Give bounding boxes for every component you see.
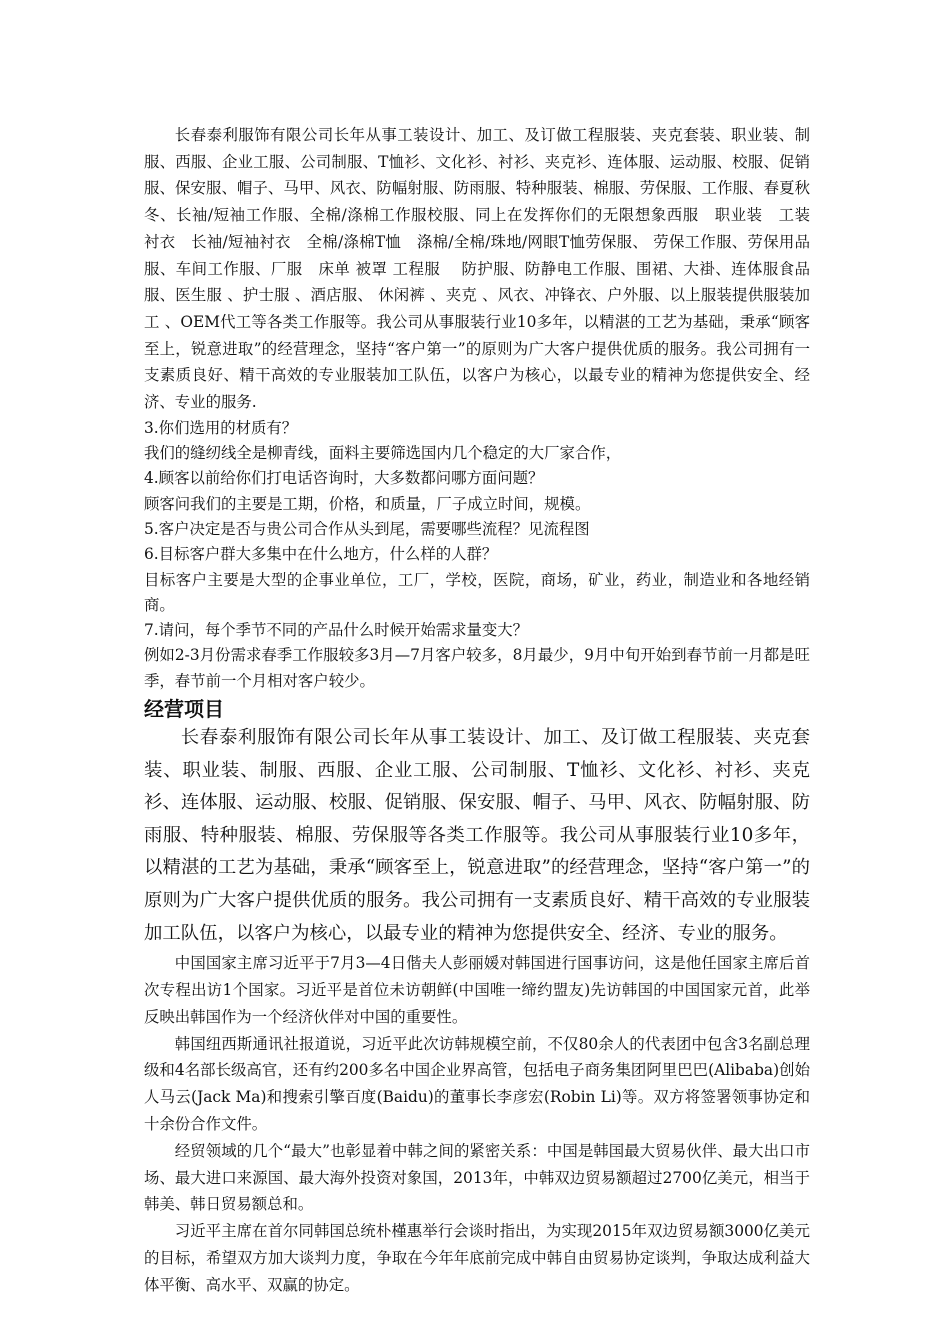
intro-paragraph: 长春泰利服饰有限公司长年从事工装设计、加工、及订做工程服装、夹克套装、职业装、制服、西服、企业工服、公司制服、T恤衫、文化衫、衬衫、夹克衫、连体服、运动服、校服、促销服、保安服、帽子、马甲、风衣、防幅射服、防雨服、特种服装、棉服、劳保服、工作服、春夏秋冬、长袖/短袖工作服、全棉/涤棉工作服校服、同上在发挥你们的无限想象西服 职业装 工装 衬衣 长袖/短袖衬衣 全棉/涤棉T恤 涤棉/全棉/珠地/网眼T恤劳保服、 劳保工作服、劳保用品服、车间工作服、厂服 床单 被罩 工程服 防护服、防静电工作服、围裙、大褂、连体服食品服、医生服 、护士服 、酒店服、 休闲裤 、夹克 、风衣、冲锋衣、户外服、以上服装提供服装加工 、OEM代工等各类工作服等。我公司从事服装行业10多年，以精湛的工艺为基础，秉承“顾客至上，锐意进取”的经营理念，坚持“客户第一”的原则为广大客户提供优质的服务。我公司拥有一支素质良好、精干高效的专业服装加工队伍，以客户为核心，以最专业的精神为您提供安全、经济、专业的服务.: [144, 126, 831, 412]
question-5: 5.客户决定是否与贵公司合作从头到尾，需要哪些流程？见流程图: [144, 519, 590, 538]
news-paragraph-2: 韩国纽西斯通讯社报道说，习近平此次访韩规模空前，不仅80余人的代表团中包含3名副总理级和4名部长级高官，还有约200多名中国企业界高管，包括电子商务集团阿里巴巴(Alibaba)创始人马云(Jack Ma)和搜索引擎百度(Baidu)的董事长李彦宏(Robin Li)等。双方将签署领事协定和十余份合作文件。: [144, 1034, 810, 1133]
news-paragraph-3: 经贸领域的几个“最大”也彰显着中韩之间的紧密关系：中国是韩国最大贸易伙伴、最大出口市场、最大进口来源国、最大海外投资对象国，2013年，中韩双边贸易额超过2700亿美元，相当于韩美、韩日贸易额总和。: [144, 1141, 810, 1214]
document-page: [144, 122, 831, 1299]
question-6: 6.目标客户群大多集中在什么地方，什么样的人群？: [144, 545, 498, 564]
question-7: 7.请问，每个季节不同的产品什么时候开始需求量变大？: [144, 621, 529, 640]
news-paragraph-1: 中国国家主席习近平于7月3—4日偕夫人彭丽媛对韩国进行国事访问，这是他任国家主席后首次专程出访1个国家。习近平是首位未访朝鲜(中国唯一缔约盟友)先访韩国的中国国家元首，此举反映出韩国作为一个经济伙伴对中国的重要性。: [144, 954, 810, 1026]
business-paragraph: 长春泰利服饰有限公司长年从事工装设计、加工、及订做工程服装、夹克套装、职业装、制服、西服、企业工服、公司制服、T恤衫、文化衫、衬衫、夹克衫、连体服、运动服、校服、促销服、保安服、帽子、马甲、风衣、防幅射服、防雨服、特种服装、棉服、劳保服等各类工作服等。我公司从事服装行业10多年，以精湛的工艺为基础，秉承“顾客至上，锐意进取”的经营理念，坚持“客户第一”的原则为广大客户提供优质的服务。我公司拥有一支素质良好、精干高效的专业服装加工队伍，以客户为核心，以最专业的精神为您提供安全、经济、专业的服务。: [144, 727, 810, 944]
section-heading: 经营项目: [144, 697, 224, 721]
answer-7: 例如2-3月份需求春季工作服较多3月—7月客户较多，8月最少，9月中旬开始到春节前一月都是旺季，春节前一个月相对客户较少。: [144, 646, 810, 690]
answer-4: 顾客问我们的主要是工期，价格，和质量，厂子成立时间，规模。: [144, 494, 591, 513]
answer-3: 我们的缝纫线全是柳青线，面料主要筛选国内几个稳定的大厂家合作，: [144, 444, 622, 463]
question-4: 4.顾客以前给你们打电话咨询时，大多数都问哪方面问题？: [144, 469, 544, 488]
answer-6: 目标客户主要是大型的企事业单位，工厂，学校，医院，商场，矿业，药业，制造业和各地经销商。: [144, 570, 810, 614]
question-3: 3.你们选用的材质有？: [144, 418, 298, 437]
news-paragraph-4: 习近平主席在首尔同韩国总统朴槿惠举行会谈时指出，为实现2015年双边贸易额3000亿美元的目标，希望双方加大谈判力度，争取在今年年底前完成中韩自由贸易协定谈判，争取达成利益大体平衡、高水平、双赢的协定。: [144, 1222, 810, 1294]
